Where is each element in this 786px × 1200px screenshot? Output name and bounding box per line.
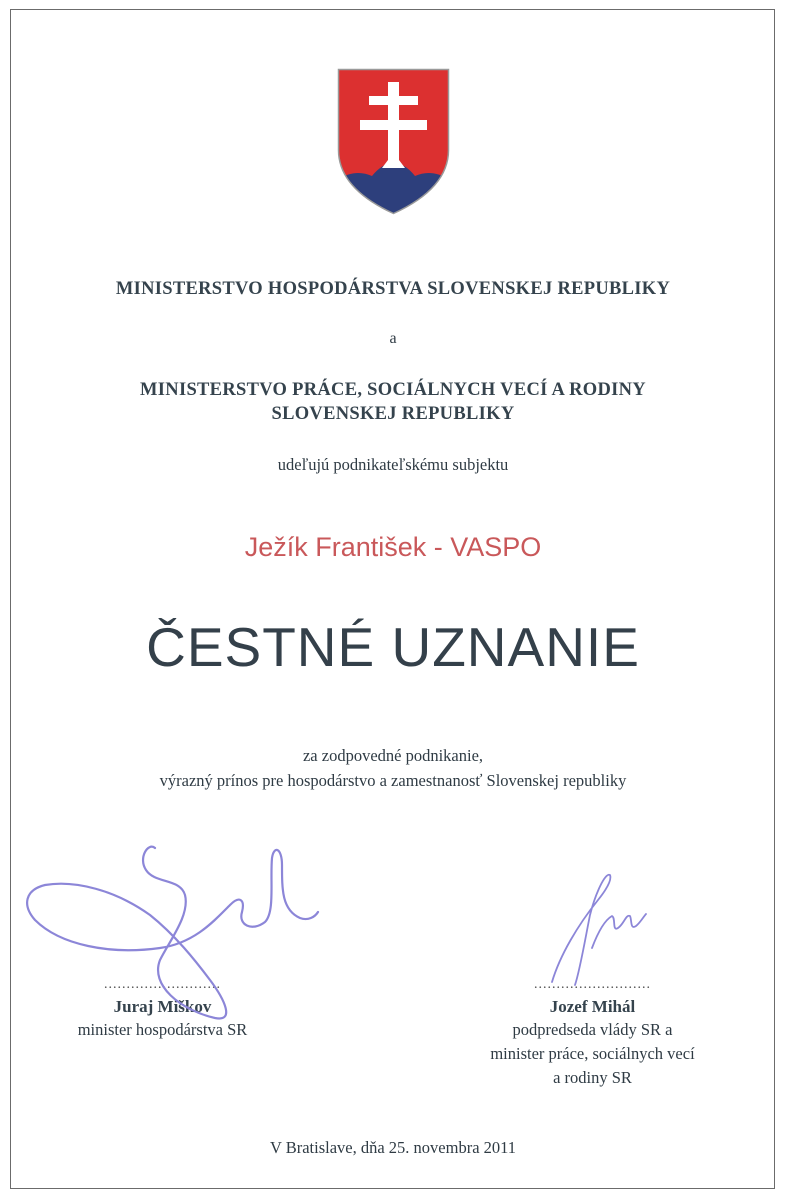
signatory-role: podpredseda vlády SR a: [512, 1020, 673, 1039]
ministry-secondary-line: SLOVENSKEJ REPUBLIKY: [271, 404, 515, 424]
signature-line: ..........................: [104, 977, 221, 992]
conjunction-text: a: [389, 330, 397, 347]
signatory-name: Jozef Mihál: [549, 997, 636, 1016]
recipient-name: Ježík František - VASPO: [244, 532, 542, 562]
award-reason-line: za zodpovedné podnikanie,: [302, 746, 484, 765]
signatory-name: Juraj Miškov: [113, 997, 212, 1016]
ministry-secondary-line: MINISTERSTVO PRÁCE, SOCIÁLNYCH VECÍ A RODINY: [140, 380, 646, 400]
ministry-primary-heading: MINISTERSTVO HOSPODÁRSTVA SLOVENSKEJ REPUBLIKY: [115, 279, 671, 299]
ministry-secondary-heading: [0, 378, 786, 426]
award-reason-line: výrazný prínos pre hospodárstvo a zamestnanosť Slovenskej republiky: [159, 771, 627, 790]
handwritten-signature-miskov: [20, 840, 325, 1025]
award-title: ČESTNÉ UZNANIE: [146, 616, 640, 678]
signatory-role: minister hospodárstva SR: [77, 1020, 248, 1039]
slovak-coat-of-arms-icon: [337, 68, 450, 215]
handwritten-signature-mihal: [540, 870, 650, 990]
signature-line: ..........................: [534, 977, 651, 992]
signatory-role: a rodiny SR: [553, 1068, 632, 1087]
place-and-date: V Bratislave, dňa 25. novembra 2011: [269, 1138, 517, 1157]
signatory-role: minister práce, sociálnych vecí: [490, 1044, 695, 1063]
signatory-right: [450, 978, 735, 1090]
award-reason: [0, 743, 786, 793]
grant-text: udeľujú podnikateľskému subjektu: [277, 455, 509, 474]
